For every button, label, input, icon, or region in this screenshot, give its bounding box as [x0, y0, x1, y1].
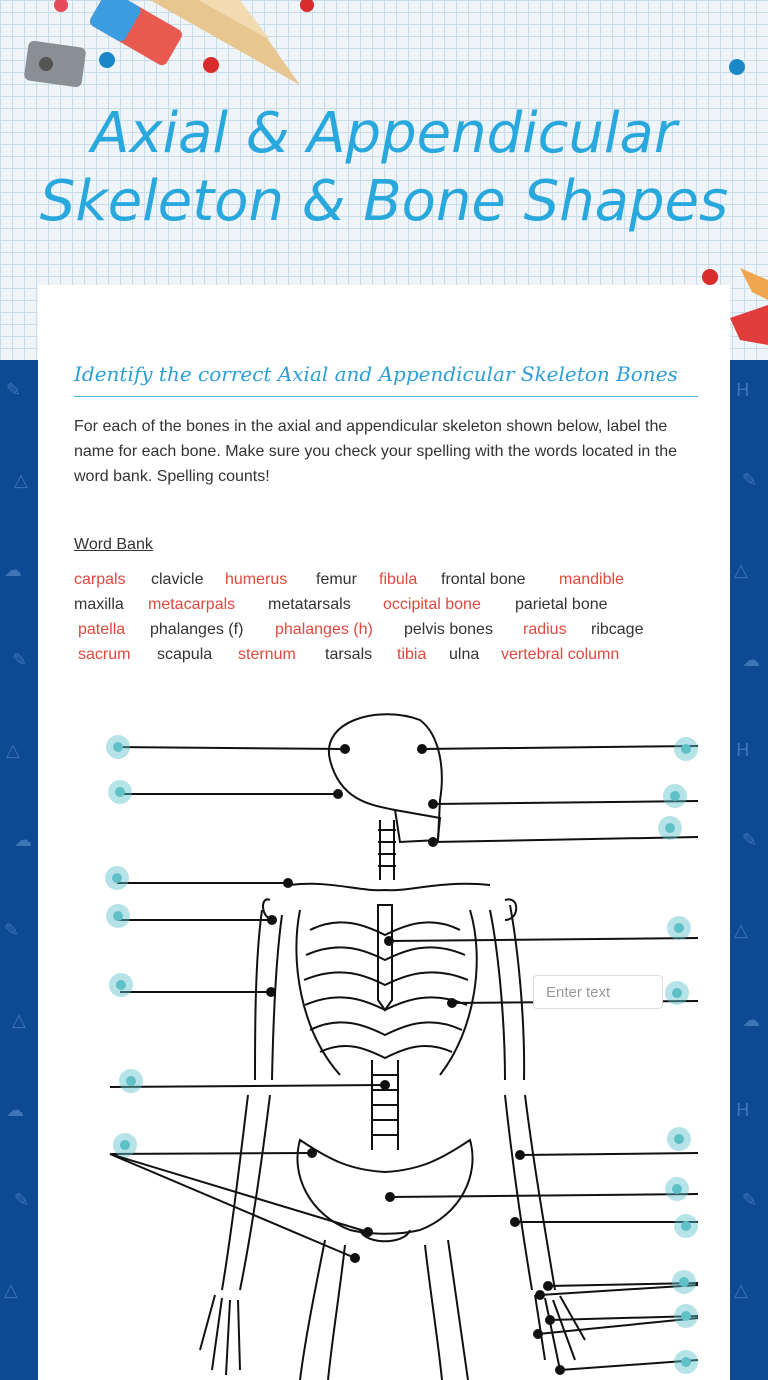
- word-bank-item: radius: [523, 621, 567, 638]
- pencil-icon: [730, 268, 768, 345]
- femur-outline: [300, 1240, 345, 1380]
- red-dot-icon: [300, 0, 314, 12]
- label-hotspot[interactable]: [672, 1270, 696, 1294]
- word-bank-item: fibula: [379, 571, 418, 588]
- word-bank-item: clavicle: [151, 571, 204, 588]
- sharpener-icon: [23, 40, 86, 88]
- word-bank-item: tibia: [397, 646, 427, 663]
- word-bank-item: ribcage: [591, 621, 644, 638]
- word-bank-item: metatarsals: [268, 596, 351, 613]
- red-dot-icon: [54, 0, 68, 12]
- label-hotspot[interactable]: [674, 1214, 698, 1238]
- label-hotspot[interactable]: [108, 780, 132, 804]
- hand-outline: [200, 1295, 240, 1375]
- red-dot-icon: [203, 57, 219, 73]
- label-hotspot[interactable]: [665, 981, 689, 1005]
- page-title: Axial & Appendicular Skeleton & Bone Shapes: [39, 101, 729, 234]
- word-bank-item: occipital bone: [383, 596, 481, 613]
- skull-outline: [329, 714, 442, 842]
- word-bank-item: vertebral column: [501, 646, 620, 663]
- word-bank-item: scapula: [157, 646, 213, 663]
- word-bank-item: pelvis bones: [404, 621, 493, 638]
- label-hotspot[interactable]: [667, 916, 691, 940]
- label-hotspot[interactable]: [674, 1304, 698, 1328]
- skeleton-diagram: [74, 700, 700, 1380]
- word-bank-item: humerus: [225, 571, 288, 588]
- label-hotspot[interactable]: [109, 973, 133, 997]
- radius-ulna-outline: [222, 1095, 270, 1290]
- left-border-pattern: ✎ △ ☁ ✎ △ ☁ ✎ △ ☁ ✎ △: [0, 360, 40, 1380]
- blue-dot-icon: [99, 52, 115, 68]
- word-bank-item: patella: [78, 621, 126, 638]
- label-hotspot[interactable]: [106, 904, 130, 928]
- word-bank-title: Word Bank: [74, 536, 153, 553]
- word-bank-item: sternum: [238, 646, 296, 663]
- pelvis-outline: [297, 1140, 472, 1234]
- blue-dot-icon: [729, 59, 745, 75]
- word-bank-item: phalanges (h): [275, 621, 373, 638]
- label-hotspot[interactable]: [658, 816, 682, 840]
- word-bank-item: sacrum: [78, 646, 131, 663]
- word-bank-item: maxilla: [74, 596, 124, 613]
- label-hotspot[interactable]: [674, 1350, 698, 1374]
- word-bank-item: ulna: [449, 646, 480, 663]
- label-hotspot[interactable]: [119, 1069, 143, 1093]
- word-bank-item: femur: [316, 571, 357, 588]
- word-bank-item: frontal bone: [441, 571, 526, 588]
- label-hotspot[interactable]: [105, 866, 129, 890]
- word-bank-item: parietal bone: [515, 596, 608, 613]
- word-bank-item: phalanges (f): [150, 621, 244, 638]
- answer-input[interactable]: [533, 975, 663, 1009]
- section-heading: Identify the correct Axial and Appendicular Skeleton Bones: [74, 362, 698, 397]
- word-bank-item: tarsals: [325, 646, 373, 663]
- label-hotspot[interactable]: [663, 784, 687, 808]
- label-hotspot[interactable]: [106, 735, 130, 759]
- word-bank-item: metacarpals: [148, 596, 236, 613]
- label-hotspot[interactable]: [674, 737, 698, 761]
- word-bank-item: mandible: [559, 571, 624, 588]
- red-dot-icon: [702, 269, 718, 285]
- label-hotspot[interactable]: [667, 1127, 691, 1151]
- right-border-pattern: H ✎ △ ☁ H ✎ △ ☁ H ✎ △: [730, 360, 768, 1380]
- label-hotspot[interactable]: [113, 1133, 137, 1157]
- clavicle-outline: [290, 884, 490, 890]
- instructions-text: For each of the bones in the axial and appendicular skeleton shown below, label the name for each bone. Make sure you check your spelling with the words located in the word bank. Spelling counts!: [74, 418, 677, 485]
- label-hotspot[interactable]: [665, 1177, 689, 1201]
- word-bank-item: carpals: [74, 571, 126, 588]
